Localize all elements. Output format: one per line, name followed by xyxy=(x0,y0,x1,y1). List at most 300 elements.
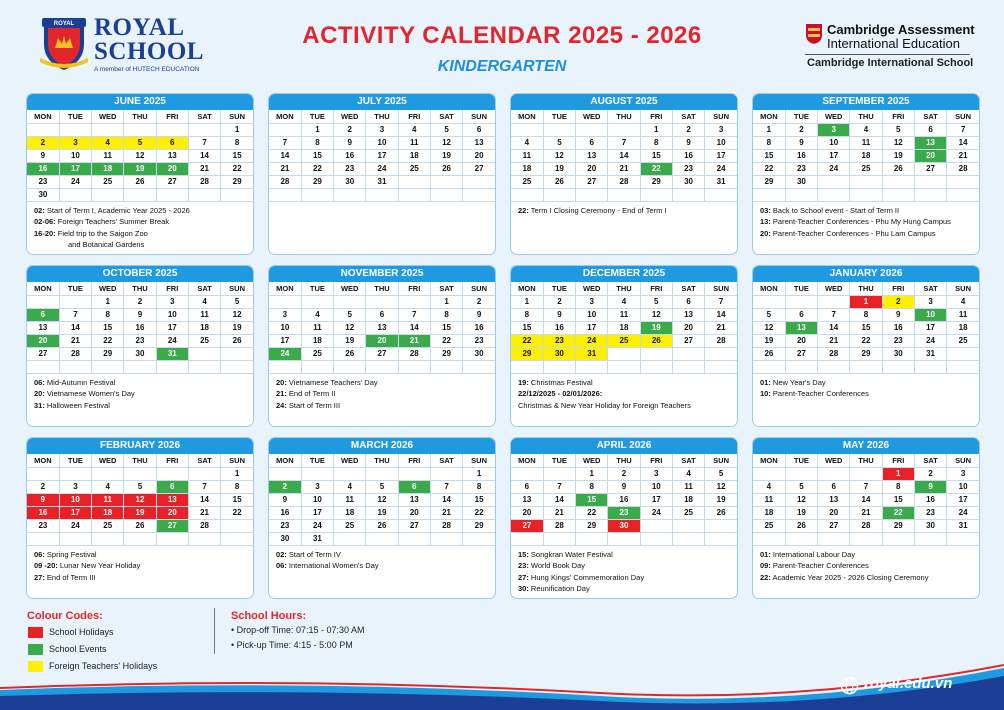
empty-day-cell xyxy=(366,188,398,201)
weekday-header: WED xyxy=(92,454,124,467)
weekday-header: SAT xyxy=(430,282,462,295)
event-note xyxy=(518,388,731,400)
day-cell: 24 xyxy=(59,175,91,188)
day-cell: 3 xyxy=(818,123,850,136)
day-cell: 22 xyxy=(882,506,914,519)
day-cell: 9 xyxy=(124,308,156,321)
day-cell: 23 xyxy=(269,519,301,532)
event-date: 27: xyxy=(518,572,529,582)
empty-day-cell xyxy=(334,360,366,373)
day-cell: 29 xyxy=(753,175,785,188)
event-date: 23: xyxy=(518,561,529,570)
weekday-header: SAT xyxy=(430,454,462,467)
event-date: 19: xyxy=(518,377,529,387)
day-cell: 10 xyxy=(156,308,188,321)
day-cell: 12 xyxy=(543,149,575,162)
empty-day-cell xyxy=(543,532,575,545)
empty-day-cell xyxy=(511,532,543,545)
day-cell: 21 xyxy=(705,321,737,334)
day-cell: 14 xyxy=(398,321,430,334)
empty-day-cell xyxy=(511,188,543,201)
empty-day-cell xyxy=(753,295,785,308)
cambridge-divider xyxy=(805,54,970,55)
month-card xyxy=(268,265,496,427)
day-cell: 31 xyxy=(366,175,398,188)
day-cell: 8 xyxy=(463,480,495,493)
month-title: SEPTEMBER 2025 xyxy=(753,94,979,110)
day-cell: 26 xyxy=(334,347,366,360)
empty-day-cell xyxy=(672,347,704,360)
day-cell: 2 xyxy=(543,295,575,308)
day-cell: 22 xyxy=(301,162,333,175)
event-date: 13: xyxy=(760,217,771,226)
day-cell: 4 xyxy=(753,480,785,493)
day-cell: 3 xyxy=(705,123,737,136)
empty-day-cell xyxy=(576,188,608,201)
day-cell: 19 xyxy=(124,506,156,519)
event-note xyxy=(34,205,247,217)
day-cell: 13 xyxy=(398,493,430,506)
day-cell: 18 xyxy=(947,321,979,334)
weekday-header: SAT xyxy=(914,454,946,467)
day-cell: 12 xyxy=(334,321,366,334)
empty-day-cell xyxy=(705,532,737,545)
day-cell: 10 xyxy=(366,136,398,149)
day-cell: 5 xyxy=(124,136,156,149)
day-cell: 10 xyxy=(59,149,91,162)
day-cell: 6 xyxy=(672,295,704,308)
event-note xyxy=(518,560,731,572)
day-cell: 14 xyxy=(947,136,979,149)
event-text: New Year's Day xyxy=(770,377,826,387)
school-hours xyxy=(231,610,451,660)
day-cell: 6 xyxy=(914,123,946,136)
empty-day-cell xyxy=(59,467,91,480)
cambridge-shield-icon xyxy=(805,23,823,45)
day-cell: 4 xyxy=(608,295,640,308)
event-text: and Botanical Gardens xyxy=(68,240,145,249)
day-cell: 16 xyxy=(334,149,366,162)
day-cell: 16 xyxy=(27,506,59,519)
day-cell: 29 xyxy=(221,175,253,188)
day-cell: 5 xyxy=(334,308,366,321)
event-date: 09 -20: xyxy=(34,561,58,570)
empty-day-cell xyxy=(156,532,188,545)
day-cell: 17 xyxy=(59,506,91,519)
day-cell: 17 xyxy=(366,149,398,162)
day-cell: 30 xyxy=(463,347,495,360)
day-cell: 1 xyxy=(850,295,882,308)
event-note xyxy=(34,216,247,228)
page-subtitle: KINDERGARTEN xyxy=(437,58,567,75)
day-cell: 1 xyxy=(463,467,495,480)
month-card xyxy=(26,265,254,427)
weekday-header: FRI xyxy=(398,282,430,295)
day-cell: 25 xyxy=(301,347,333,360)
day-cell: 10 xyxy=(59,493,91,506)
empty-day-cell xyxy=(398,467,430,480)
day-cell: 14 xyxy=(188,493,220,506)
empty-day-cell xyxy=(59,532,91,545)
weekday-header: TUE xyxy=(785,282,817,295)
empty-day-cell xyxy=(640,532,672,545)
day-cell: 22 xyxy=(430,334,462,347)
event-date: 01: xyxy=(760,549,771,559)
empty-day-cell xyxy=(398,532,430,545)
day-cell: 12 xyxy=(705,480,737,493)
month-title: JUNE 2025 xyxy=(27,94,253,110)
empty-day-cell xyxy=(511,123,543,136)
empty-day-cell xyxy=(156,188,188,201)
day-cell: 19 xyxy=(430,149,462,162)
day-cell: 26 xyxy=(124,175,156,188)
day-cell: 26 xyxy=(124,519,156,532)
empty-day-cell xyxy=(947,532,979,545)
empty-day-cell xyxy=(640,347,672,360)
day-cell: 11 xyxy=(608,308,640,321)
day-cell: 9 xyxy=(543,308,575,321)
day-cell: 12 xyxy=(124,149,156,162)
month-calendar-table xyxy=(753,110,979,202)
day-cell: 13 xyxy=(914,136,946,149)
weekday-header: TUE xyxy=(543,110,575,123)
month-title: JULY 2025 xyxy=(269,94,495,110)
event-note xyxy=(276,400,489,412)
day-cell: 15 xyxy=(576,493,608,506)
empty-day-cell xyxy=(785,532,817,545)
empty-day-cell xyxy=(398,360,430,373)
day-cell: 17 xyxy=(301,506,333,519)
day-cell: 13 xyxy=(785,321,817,334)
day-cell: 30 xyxy=(882,347,914,360)
weekday-header: WED xyxy=(818,454,850,467)
event-note xyxy=(276,377,489,389)
day-cell: 25 xyxy=(947,334,979,347)
day-cell: 28 xyxy=(705,334,737,347)
day-cell: 28 xyxy=(398,347,430,360)
weekday-header: SAT xyxy=(914,110,946,123)
day-cell: 4 xyxy=(398,123,430,136)
empty-day-cell xyxy=(705,347,737,360)
day-cell: 9 xyxy=(785,136,817,149)
day-cell: 13 xyxy=(366,321,398,334)
day-cell: 11 xyxy=(511,149,543,162)
empty-day-cell xyxy=(608,347,640,360)
empty-day-cell xyxy=(947,360,979,373)
empty-day-cell xyxy=(753,188,785,201)
event-note xyxy=(34,560,247,572)
empty-day-cell xyxy=(818,532,850,545)
empty-day-cell xyxy=(188,188,220,201)
day-cell: 19 xyxy=(785,506,817,519)
day-cell: 4 xyxy=(334,480,366,493)
day-cell: 5 xyxy=(430,123,462,136)
empty-day-cell xyxy=(156,123,188,136)
day-cell: 5 xyxy=(640,295,672,308)
month-title: MAY 2026 xyxy=(753,438,979,454)
empty-day-cell xyxy=(430,467,462,480)
day-cell: 28 xyxy=(543,519,575,532)
event-date: 03: xyxy=(760,205,771,215)
day-cell: 8 xyxy=(640,136,672,149)
month-card xyxy=(510,265,738,427)
day-cell: 2 xyxy=(27,136,59,149)
day-cell: 10 xyxy=(818,136,850,149)
day-cell: 12 xyxy=(882,136,914,149)
empty-day-cell xyxy=(608,123,640,136)
day-cell: 8 xyxy=(221,480,253,493)
empty-day-cell xyxy=(705,360,737,373)
day-cell: 28 xyxy=(818,347,850,360)
day-cell: 21 xyxy=(543,506,575,519)
day-cell: 15 xyxy=(221,493,253,506)
event-note xyxy=(34,549,247,561)
day-cell: 26 xyxy=(882,162,914,175)
day-cell: 24 xyxy=(640,506,672,519)
day-cell: 1 xyxy=(221,123,253,136)
day-cell: 29 xyxy=(882,519,914,532)
day-cell: 15 xyxy=(92,321,124,334)
month-notes xyxy=(269,546,495,572)
event-text: Parent-Teacher Conferences - Phu My Hung Campus xyxy=(770,217,951,226)
day-cell: 28 xyxy=(188,519,220,532)
event-text: Foreign Teachers' Summer Break xyxy=(55,217,170,226)
event-note xyxy=(760,572,973,584)
day-cell: 9 xyxy=(269,493,301,506)
empty-day-cell xyxy=(334,532,366,545)
empty-day-cell xyxy=(882,532,914,545)
event-date: 24: xyxy=(276,400,287,410)
weekday-header: WED xyxy=(818,282,850,295)
weekday-header: THU xyxy=(608,282,640,295)
event-note xyxy=(276,388,489,400)
day-cell: 8 xyxy=(221,136,253,149)
cambridge-line1: Cambridge Assessment xyxy=(827,22,975,37)
day-cell: 4 xyxy=(511,136,543,149)
weekday-header: FRI xyxy=(882,454,914,467)
day-cell: 31 xyxy=(576,347,608,360)
day-cell: 13 xyxy=(511,493,543,506)
empty-day-cell xyxy=(672,519,704,532)
empty-day-cell xyxy=(785,295,817,308)
empty-day-cell xyxy=(818,295,850,308)
weekday-header: MON xyxy=(27,110,59,123)
month-notes xyxy=(27,202,253,251)
empty-day-cell xyxy=(188,467,220,480)
day-cell: 27 xyxy=(463,162,495,175)
weekday-header: WED xyxy=(334,454,366,467)
empty-day-cell xyxy=(301,467,333,480)
empty-day-cell xyxy=(334,295,366,308)
weekday-header: MON xyxy=(269,282,301,295)
empty-day-cell xyxy=(785,188,817,201)
day-cell: 12 xyxy=(221,308,253,321)
day-cell: 28 xyxy=(947,162,979,175)
day-cell: 21 xyxy=(947,149,979,162)
empty-day-cell xyxy=(124,360,156,373)
day-cell: 4 xyxy=(301,308,333,321)
day-cell: 13 xyxy=(156,149,188,162)
day-cell: 6 xyxy=(818,480,850,493)
day-cell: 2 xyxy=(672,123,704,136)
empty-day-cell xyxy=(59,295,91,308)
page-header xyxy=(0,0,1004,90)
month-card xyxy=(268,93,496,255)
day-cell: 21 xyxy=(188,506,220,519)
day-cell: 1 xyxy=(640,123,672,136)
weekday-header: FRI xyxy=(156,282,188,295)
day-cell: 27 xyxy=(27,347,59,360)
month-calendar-table xyxy=(753,282,979,374)
day-cell: 15 xyxy=(882,493,914,506)
day-cell: 10 xyxy=(947,480,979,493)
weekday-header: THU xyxy=(124,282,156,295)
weekday-header: SAT xyxy=(914,282,946,295)
day-cell: 24 xyxy=(576,334,608,347)
event-date: 20: xyxy=(34,389,45,398)
event-date: 02: xyxy=(276,549,287,559)
empty-day-cell xyxy=(850,532,882,545)
day-cell: 25 xyxy=(188,334,220,347)
day-cell: 18 xyxy=(672,493,704,506)
day-cell: 3 xyxy=(366,123,398,136)
empty-day-cell xyxy=(398,175,430,188)
day-cell: 2 xyxy=(914,467,946,480)
day-cell: 26 xyxy=(430,162,462,175)
day-cell: 16 xyxy=(785,149,817,162)
day-cell: 2 xyxy=(785,123,817,136)
day-cell: 22 xyxy=(221,506,253,519)
event-text: Start of Term I, Academic Year 2025 - 2026 xyxy=(44,205,190,215)
event-note xyxy=(518,549,731,561)
weekday-header: MON xyxy=(511,454,543,467)
empty-day-cell xyxy=(334,467,366,480)
empty-day-cell xyxy=(543,188,575,201)
day-cell: 23 xyxy=(334,162,366,175)
month-calendar-table xyxy=(269,110,495,202)
empty-day-cell xyxy=(398,188,430,201)
empty-day-cell xyxy=(221,519,253,532)
empty-day-cell xyxy=(334,188,366,201)
event-date: 02: xyxy=(34,205,45,215)
day-cell: 31 xyxy=(947,519,979,532)
empty-day-cell xyxy=(301,188,333,201)
day-cell: 18 xyxy=(608,321,640,334)
day-cell: 31 xyxy=(914,347,946,360)
day-cell: 1 xyxy=(221,467,253,480)
day-cell: 22 xyxy=(640,162,672,175)
day-cell: 11 xyxy=(850,136,882,149)
month-title: MARCH 2026 xyxy=(269,438,495,454)
day-cell: 27 xyxy=(818,519,850,532)
event-note xyxy=(760,228,973,240)
day-cell: 26 xyxy=(543,175,575,188)
event-note xyxy=(518,583,731,595)
event-text: Spring Festival xyxy=(44,549,97,559)
day-cell: 30 xyxy=(269,532,301,545)
empty-day-cell xyxy=(59,123,91,136)
weekday-header: SAT xyxy=(188,110,220,123)
day-cell: 23 xyxy=(672,162,704,175)
month-calendar-table xyxy=(27,282,253,374)
legend-title: Colour Codes: xyxy=(27,610,103,622)
weekday-header: MON xyxy=(753,282,785,295)
day-cell: 28 xyxy=(269,175,301,188)
day-cell: 26 xyxy=(366,519,398,532)
day-cell: 14 xyxy=(59,321,91,334)
day-cell: 13 xyxy=(576,149,608,162)
month-notes xyxy=(511,202,737,217)
day-cell: 29 xyxy=(430,347,462,360)
day-cell: 19 xyxy=(705,493,737,506)
day-cell: 15 xyxy=(301,149,333,162)
month-calendar-table xyxy=(269,282,495,374)
day-cell: 18 xyxy=(92,506,124,519)
day-cell: 21 xyxy=(608,162,640,175)
empty-day-cell xyxy=(430,360,462,373)
day-cell: 23 xyxy=(463,334,495,347)
day-cell: 7 xyxy=(188,480,220,493)
empty-day-cell xyxy=(608,360,640,373)
day-cell: 16 xyxy=(882,321,914,334)
empty-day-cell xyxy=(269,123,301,136)
day-cell: 29 xyxy=(576,519,608,532)
weekday-header: SAT xyxy=(430,110,462,123)
day-cell: 4 xyxy=(92,136,124,149)
month-notes xyxy=(511,374,737,412)
day-cell: 22 xyxy=(221,162,253,175)
month-notes xyxy=(269,374,495,412)
day-cell: 8 xyxy=(850,308,882,321)
day-cell: 25 xyxy=(608,334,640,347)
weekday-header: FRI xyxy=(882,282,914,295)
day-cell: 13 xyxy=(672,308,704,321)
day-cell: 11 xyxy=(188,308,220,321)
weekday-header: THU xyxy=(124,110,156,123)
day-cell: 24 xyxy=(269,347,301,360)
event-date: 31: xyxy=(34,400,45,410)
weekday-header: SUN xyxy=(221,454,253,467)
event-note xyxy=(760,388,973,400)
day-cell: 7 xyxy=(850,480,882,493)
day-cell: 7 xyxy=(947,123,979,136)
month-calendar-table xyxy=(511,110,737,202)
weekday-header: TUE xyxy=(301,110,333,123)
event-date: 06: xyxy=(276,561,287,570)
day-cell: 14 xyxy=(430,493,462,506)
weekday-header: TUE xyxy=(301,454,333,467)
day-cell: 13 xyxy=(818,493,850,506)
month-calendar-table xyxy=(753,454,979,546)
empty-day-cell xyxy=(608,532,640,545)
empty-day-cell xyxy=(672,532,704,545)
day-cell: 29 xyxy=(92,347,124,360)
month-calendar-table xyxy=(269,454,495,546)
weekday-header: SUN xyxy=(947,110,979,123)
day-cell: 7 xyxy=(269,136,301,149)
day-cell: 15 xyxy=(511,321,543,334)
day-cell: 6 xyxy=(156,480,188,493)
empty-day-cell xyxy=(914,360,946,373)
weekday-header: SUN xyxy=(221,282,253,295)
day-cell: 20 xyxy=(156,162,188,175)
empty-day-cell xyxy=(366,532,398,545)
day-cell: 9 xyxy=(672,136,704,149)
weekday-header: SUN xyxy=(463,454,495,467)
empty-day-cell xyxy=(914,532,946,545)
website-link[interactable] xyxy=(840,674,980,698)
day-cell: 1 xyxy=(576,467,608,480)
